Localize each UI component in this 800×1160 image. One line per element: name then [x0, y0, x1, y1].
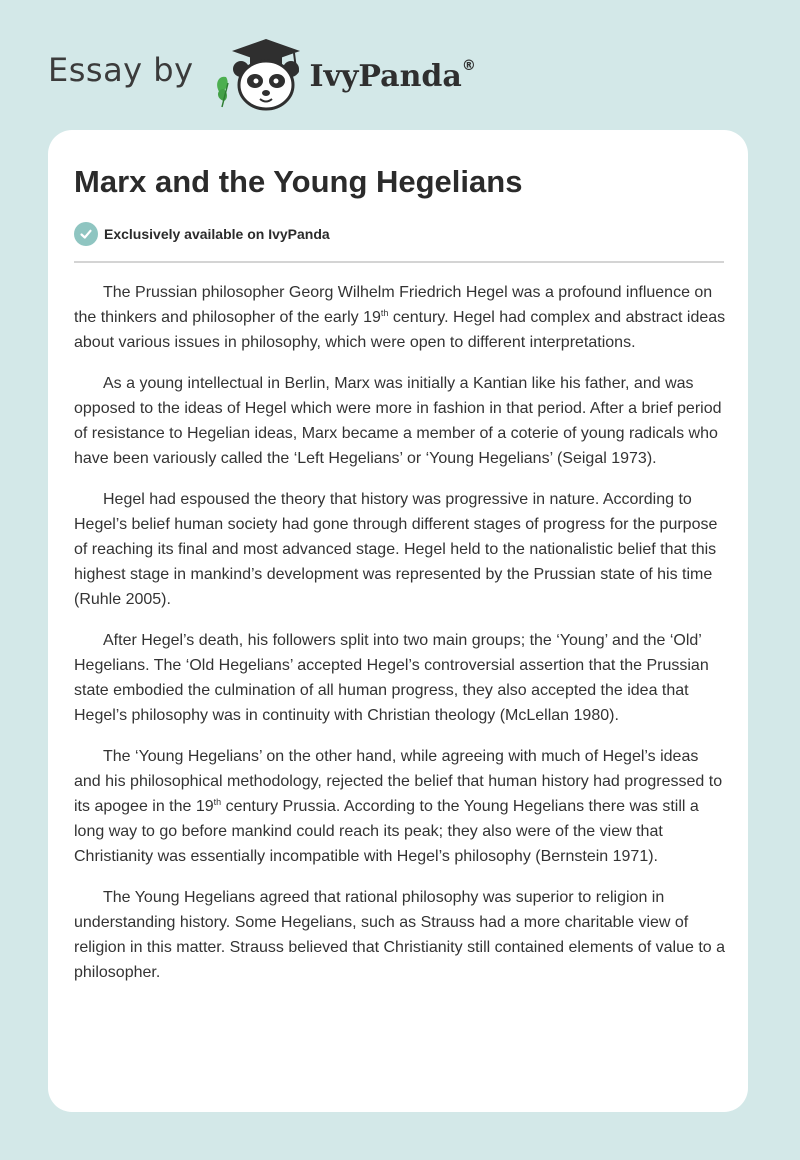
registered-mark: ®	[461, 58, 476, 74]
panda-graduate-icon[interactable]	[210, 35, 302, 113]
essay-by-label: Essay by	[48, 51, 194, 89]
brand-name[interactable]: IvyPanda®	[309, 58, 476, 94]
paragraph: Hegel had espoused the theory that history was progressive in nature. According to Hegel’s belief human society had gone through different stages of progress for the purpose of reaching its final and most advanced stage. Hegel held to the nationalistic belief that this highest stage in mankind’s development was represented by the Prussian state of his time (Ruhle 2005).	[74, 491, 718, 608]
paragraph: As a young intellectual in Berlin, Marx was initially a Kantian like his father, and was opposed to the ideas of Hegel which were more in fashion in that period. After a brief period of resistance to Hegelian ideas, Marx became a member of a coterie of young radicals who have been variously called the ‘Left Hegelians’ or ‘Young Hegelians’ (Seigal 1973).	[74, 375, 722, 467]
divider	[74, 261, 724, 263]
check-circle-icon	[74, 222, 98, 246]
exclusive-badge	[74, 222, 330, 246]
exclusive-badge-text: Exclusively available on IvyPanda	[104, 226, 330, 242]
essay-body	[74, 280, 726, 1001]
site-header	[48, 34, 508, 114]
paragraph: The ‘Young Hegelians’ on the other hand, while agreeing with much of Hegel’s ideas and his philosophical methodology, rejected the belief that human history had progressed to its apogee in the 19th century Prussia. According to the Young Hegelians there was still a long way to go before mankind could reach its peak; they also were of the view that Christianity was essentially incompatible with Hegel’s philosophy (Bernstein 1971).	[74, 748, 723, 865]
paragraph: The Young Hegelians agreed that rational philosophy was superior to religion in understanding history. Some Hegelians, such as Strauss had a more charitable view of religion in this matter. Strauss believed that Christianity still contained elements of value to a philosopher.	[74, 889, 725, 981]
paragraph: After Hegel’s death, his followers split into two main groups; the ‘Young’ and the ‘Old’ Hegelians. The ‘Old Hegelians’ accepted Hegel’s controversial assertion that the Prussian state embodied the culmination of all human progress, they also accepted the idea that Hegel’s philosophy was in continuity with Christian theology (McLellan 1980).	[74, 632, 709, 724]
paragraph: The Prussian philosopher Georg Wilhelm Friedrich Hegel was a profound influence on the thinkers and philosopher of the early 19th century. Hegel had complex and abstract ideas about various issues in philosophy, which were open to different interpretations.	[74, 284, 726, 351]
page-title: Marx and the Young Hegelians	[74, 164, 523, 199]
essay-card	[48, 130, 748, 1112]
